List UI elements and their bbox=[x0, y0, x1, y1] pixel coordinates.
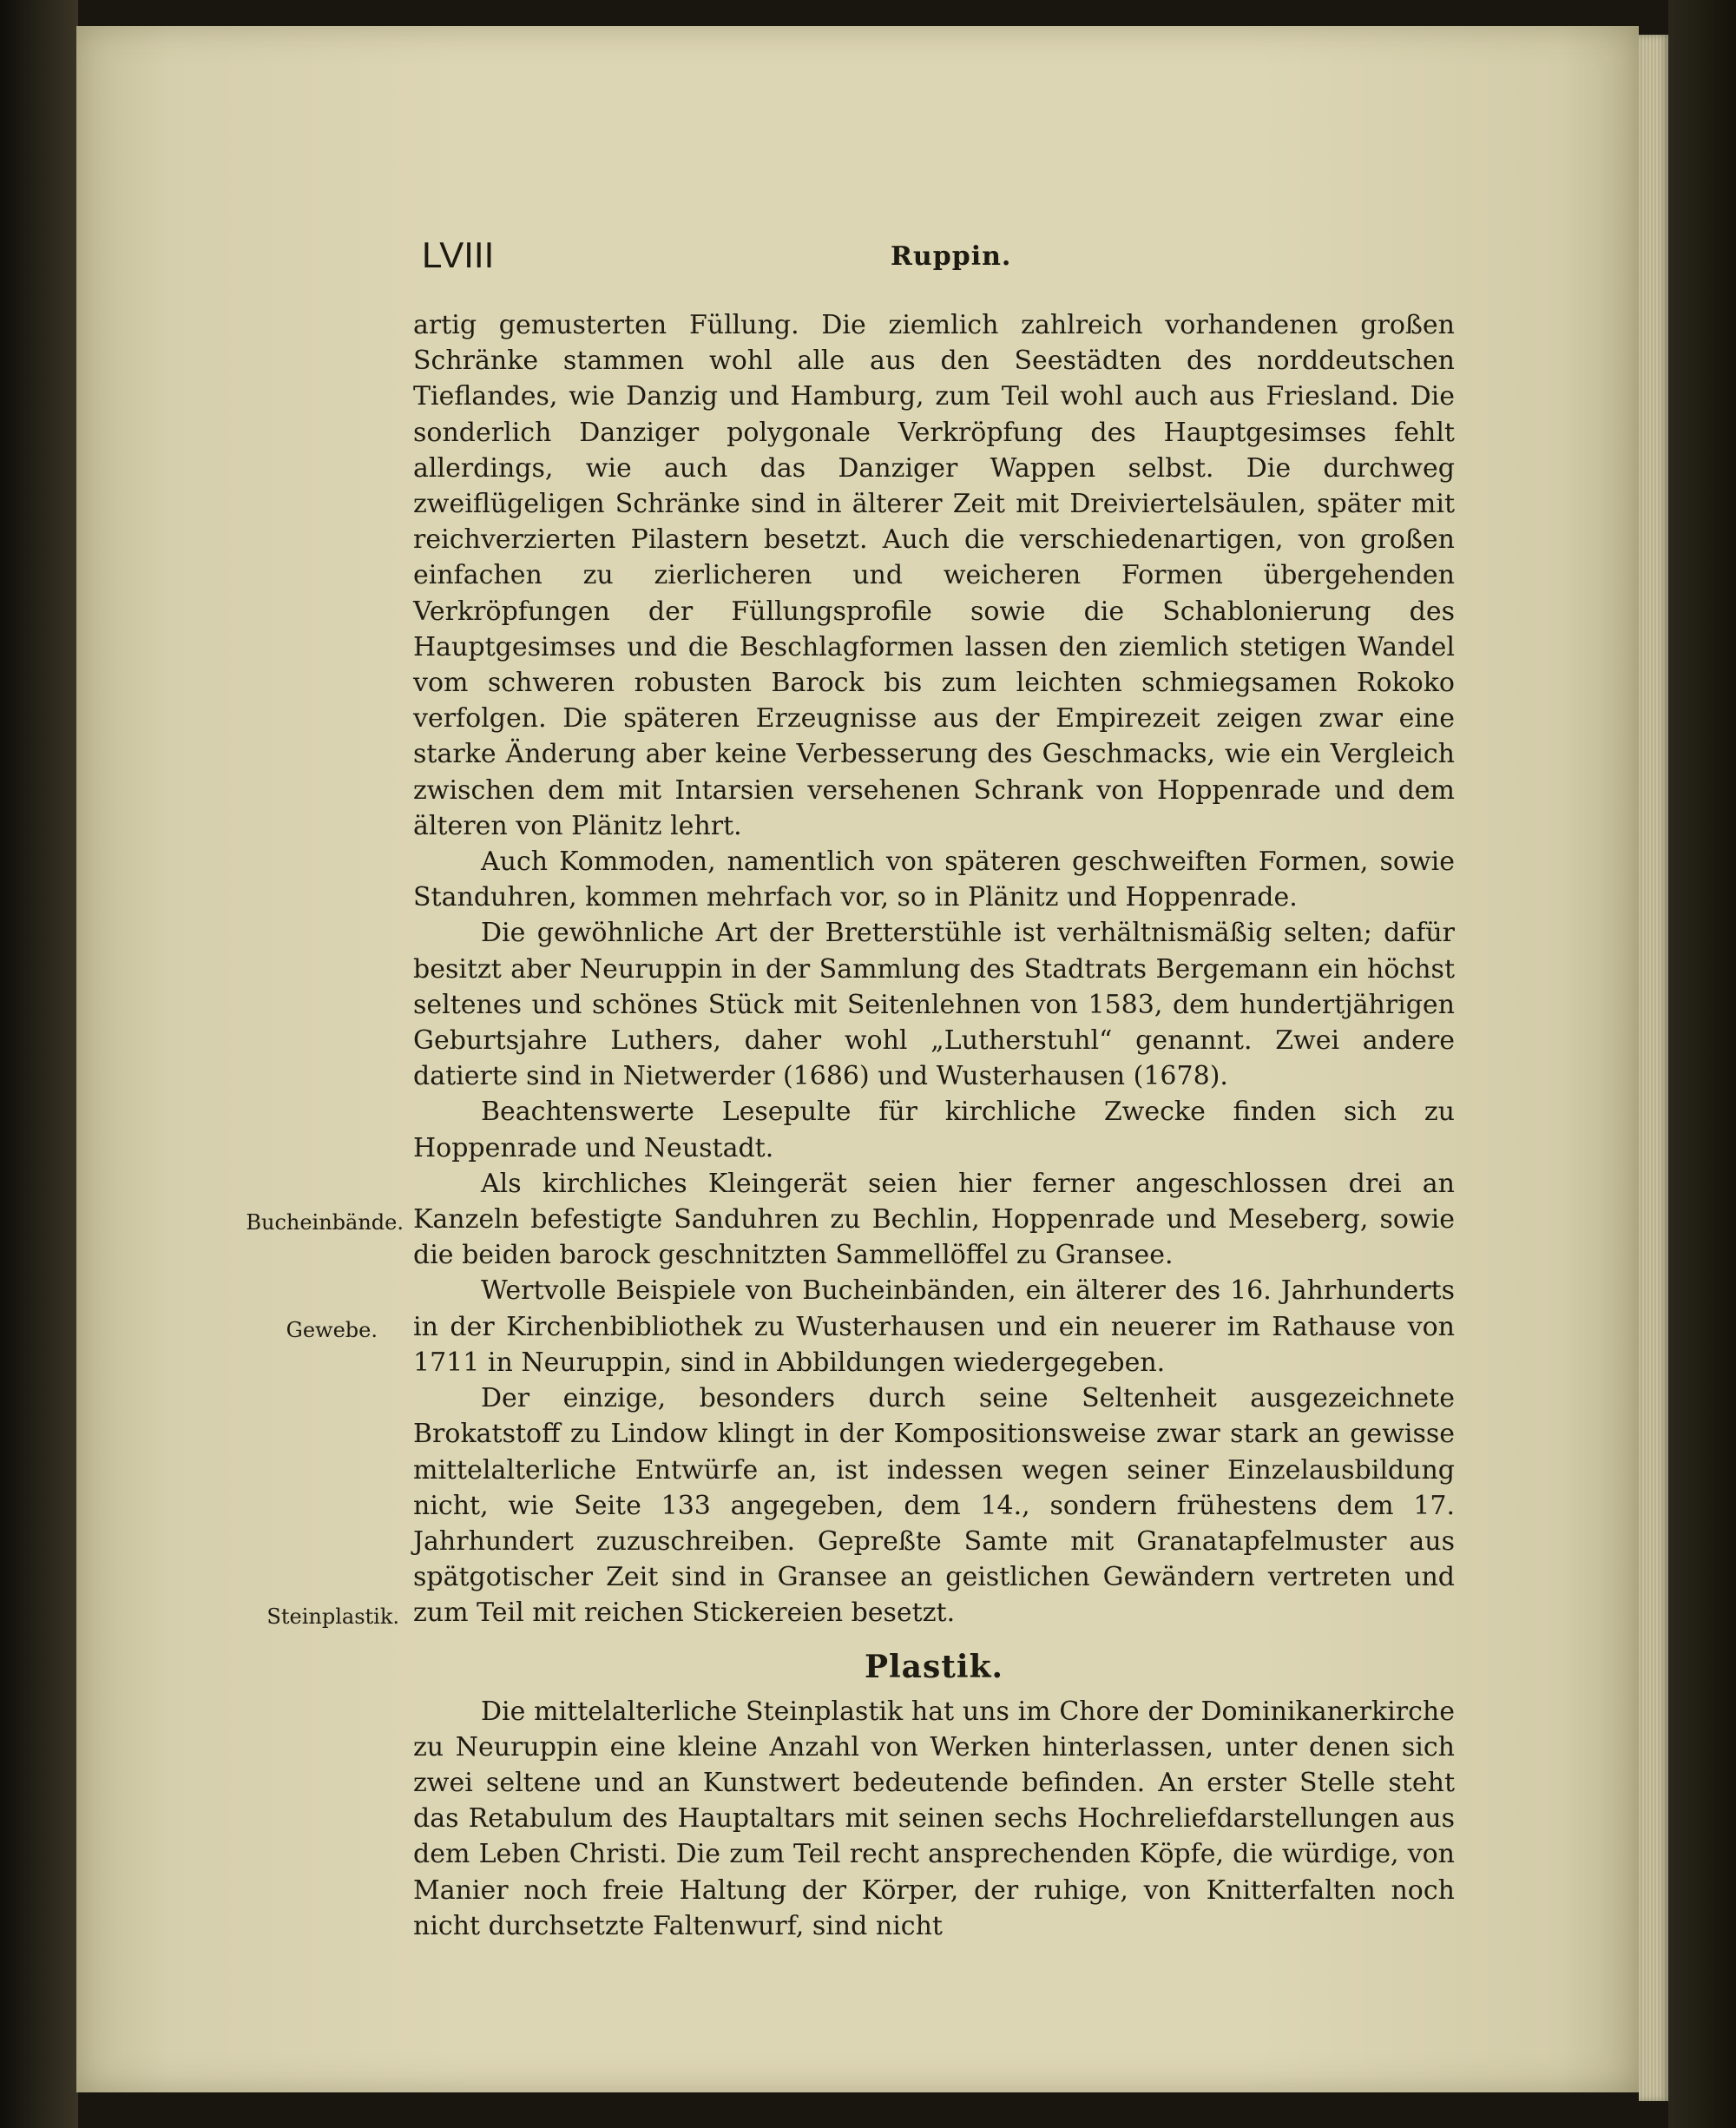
margin-note-steinplastik: Steinplastik. bbox=[266, 1604, 399, 1629]
body-text bbox=[413, 307, 1455, 1944]
margin-note-bucheinbaende: Bucheinbände. bbox=[246, 1210, 404, 1235]
book-binding-right bbox=[1668, 0, 1736, 2128]
page-number: LVIII bbox=[422, 234, 495, 275]
paragraph-kommoden: Auch Kommoden, namentlich von späteren geschweiften Formen, sowie Standuhren, kommen mehrfach vor, so in Plänitz und Hoppenrade. bbox=[413, 847, 1455, 913]
paragraph-stuehle: Die gewöhnliche Art der Bretterstühle ist verhältnismäßig selten; dafür besitzt aber Neuruppin in der Sammlung des Stadtrats Bergemann ein höchst seltenes und schönes Stück mit Seitenlehnen von 1583, dem hundertjährigen Geburtsjahre Luthers, daher wohl „Lutherstuhl“ genannt. Zwei andere datierte sind in Nietwerder (1686) und Wusterhausen (1678). bbox=[413, 918, 1455, 1092]
paragraph-steinplastik: Die mittelalterliche Steinplastik hat uns im Chore der Dominikanerkirche zu Neuruppin eine kleine Anzahl von Werken hinterlassen, unter denen sich zwei seltene und an Kunstwert bedeutende befinden. An erster Stelle steht das Retabulum des Hauptaltars mit seinen sechs Hochreliefdarstellungen aus dem Leben Christi. Die zum Teil recht ansprechenden Köpfe, die würdige, von Manier noch freie Haltung der Körper, der ruhige, von Knitterfalten noch nicht durchsetzte Faltenwurf, sind nicht bbox=[413, 1696, 1455, 1941]
running-title: Ruppin. bbox=[891, 241, 1012, 272]
book-binding-left bbox=[0, 0, 78, 2128]
paragraph-kleingeraet: Als kirchliches Kleingerät seien hier ferner angeschlossen drei an Kanzeln befestigte Sanduhren zu Bechlin, Hoppenrade und Meseberg, sowie die beiden barock geschnitzten Sammellöffel zu Gransee. bbox=[413, 1168, 1455, 1271]
paragraph-gewebe: Der einzige, besonders durch seine Seltenheit ausgezeichnete Brokatstoff zu Lindow klingt in der Kompositionsweise zwar stark an gewisse mittelalterliche Entwürfe an, ist indessen wegen seiner Einzelausbildung nicht, wie Seite 133 angegeben, dem 14., sondern frühestens dem 17. Jahrhundert zuzuschreiben. Gepreßte Samte mit Granatapfelmuster aus spätgotischer Zeit sind in Gransee an geistlichen Gewändern vertreten und zum Teil mit reichen Stickereien besetzt. bbox=[413, 1383, 1455, 1629]
margin-note-gewebe: Gewebe. bbox=[286, 1318, 378, 1342]
paragraph-schraenke: artig gemusterten Füllung. Die ziemlich zahlreich vorhandenen großen Schränke stammen wohl alle aus den Seestädten des norddeutschen Tieflandes, wie Danzig und Hamburg, zum Teil wohl auch aus Friesland. Die sonderlich Danziger polygonale Verkröpfung des Hauptgesimses fehlt allerdings, wie auch das Danziger Wappen selbst. Die durchweg zweiflügeligen Schränke sind in älterer Zeit mit Dreiviertelsäulen, später mit reichverzierten Pilastern besetzt. Auch die verschiedenartigen, von großen einfachen zu zierlicheren und weicheren Formen übergehenden Verkröpfungen der Füllungsprofile sowie die Schablonierung des Hauptgesimses und die Beschlagformen lassen den ziemlich stetigen Wandel vom schweren robusten Barock bis zum leichten schmiegsamen Rokoko verfolgen. Die späteren Erzeugnisse aus der Empirezeit zeigen zwar eine starke Änderung aber keine Verbesserung des Geschmacks, wie ein Vergleich zwischen dem mit Intarsien versehenen Schrank von Hoppenrade und dem älteren von Plänitz lehrt. bbox=[413, 310, 1455, 841]
page-header bbox=[422, 234, 1455, 287]
paragraph-bucheinbaende: Wertvolle Beispiele von Bucheinbänden, ein älterer des 16. Jahrhunderts in der Kirchenbibliothek zu Wusterhausen und ein neuerer im Rathause von 1711 in Neuruppin, sind in Abbildungen wiedergegeben. bbox=[413, 1275, 1455, 1378]
page-edges bbox=[1639, 35, 1668, 2101]
section-title-plastik: Plastik. bbox=[864, 1648, 1004, 1685]
paragraph-lesepulte: Beachtenswerte Lesepulte für kirchliche Zwecke finden sich zu Hoppenrade und Neustadt. bbox=[413, 1097, 1455, 1163]
